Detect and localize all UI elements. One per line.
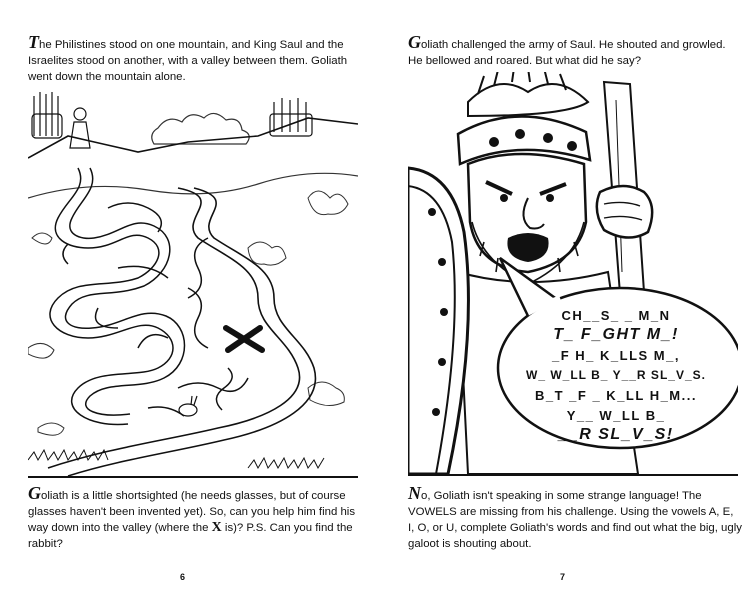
left-caption-text-2: is)? P.S. Can you find the rabbit? — [28, 522, 353, 550]
left-page-number: 6 — [180, 572, 186, 582]
maze-drawing — [28, 88, 358, 476]
right-page — [374, 0, 747, 603]
right-intro-text: oliath challenged the army of Saul. He shouted and growled. He bellowed and roared. But what did he say? — [408, 39, 726, 67]
left-intro-text: he Philistines stood on one mountain, and King Saul and the Israelites stood on another, with a valley between them. Goliath went down the mountain alone. — [28, 39, 348, 83]
speech-line-4: W_ W_LL B_ Y__R SL_V_S. — [526, 368, 706, 382]
speech-line-1: CH__S_ _ M_N — [561, 308, 671, 323]
left-caption-dropcap: G — [28, 483, 41, 503]
left-intro-paragraph — [28, 32, 358, 85]
speech-line-5: B_T _F _ K_LL H_M... — [535, 388, 697, 403]
left-caption-text-1: oliath is a little shortsighted (he needs glasses, but of course glasses haven't been invented yet). So, can you help him find his way down into the valley (where the — [28, 490, 356, 534]
maze-target-x-icon — [226, 328, 262, 350]
right-caption-text: o, Goliath isn't speaking in some strange language! The VOWELS are missing from his challenge. Using the vowels A, E, I, O, or U, complete Goliath's words and find out what the big, ugly galoot is shouting about. — [408, 490, 742, 550]
left-caption-x-mark: X — [211, 520, 222, 535]
left-page — [0, 0, 373, 603]
right-page-number: 7 — [560, 572, 566, 582]
left-intro-dropcap: T — [28, 32, 39, 52]
speech-line-6: Y__ W_LL B_ — [566, 408, 666, 423]
goliath-illustration — [408, 72, 738, 476]
speech-bubble — [516, 302, 716, 452]
right-caption-dropcap: N — [408, 483, 421, 503]
speech-line-7: __R SL_V_S! — [558, 426, 674, 443]
right-caption-paragraph — [408, 483, 742, 552]
maze-illustration — [28, 88, 358, 478]
right-intro-dropcap: G — [408, 32, 421, 52]
speech-line-2: T_ F_GHT M_! — [553, 326, 679, 343]
right-intro-paragraph — [408, 32, 738, 69]
left-caption-paragraph — [28, 483, 362, 552]
speech-line-3: _F H_ K_LLS M_, — [552, 348, 680, 363]
rabbit-icon — [179, 396, 197, 416]
